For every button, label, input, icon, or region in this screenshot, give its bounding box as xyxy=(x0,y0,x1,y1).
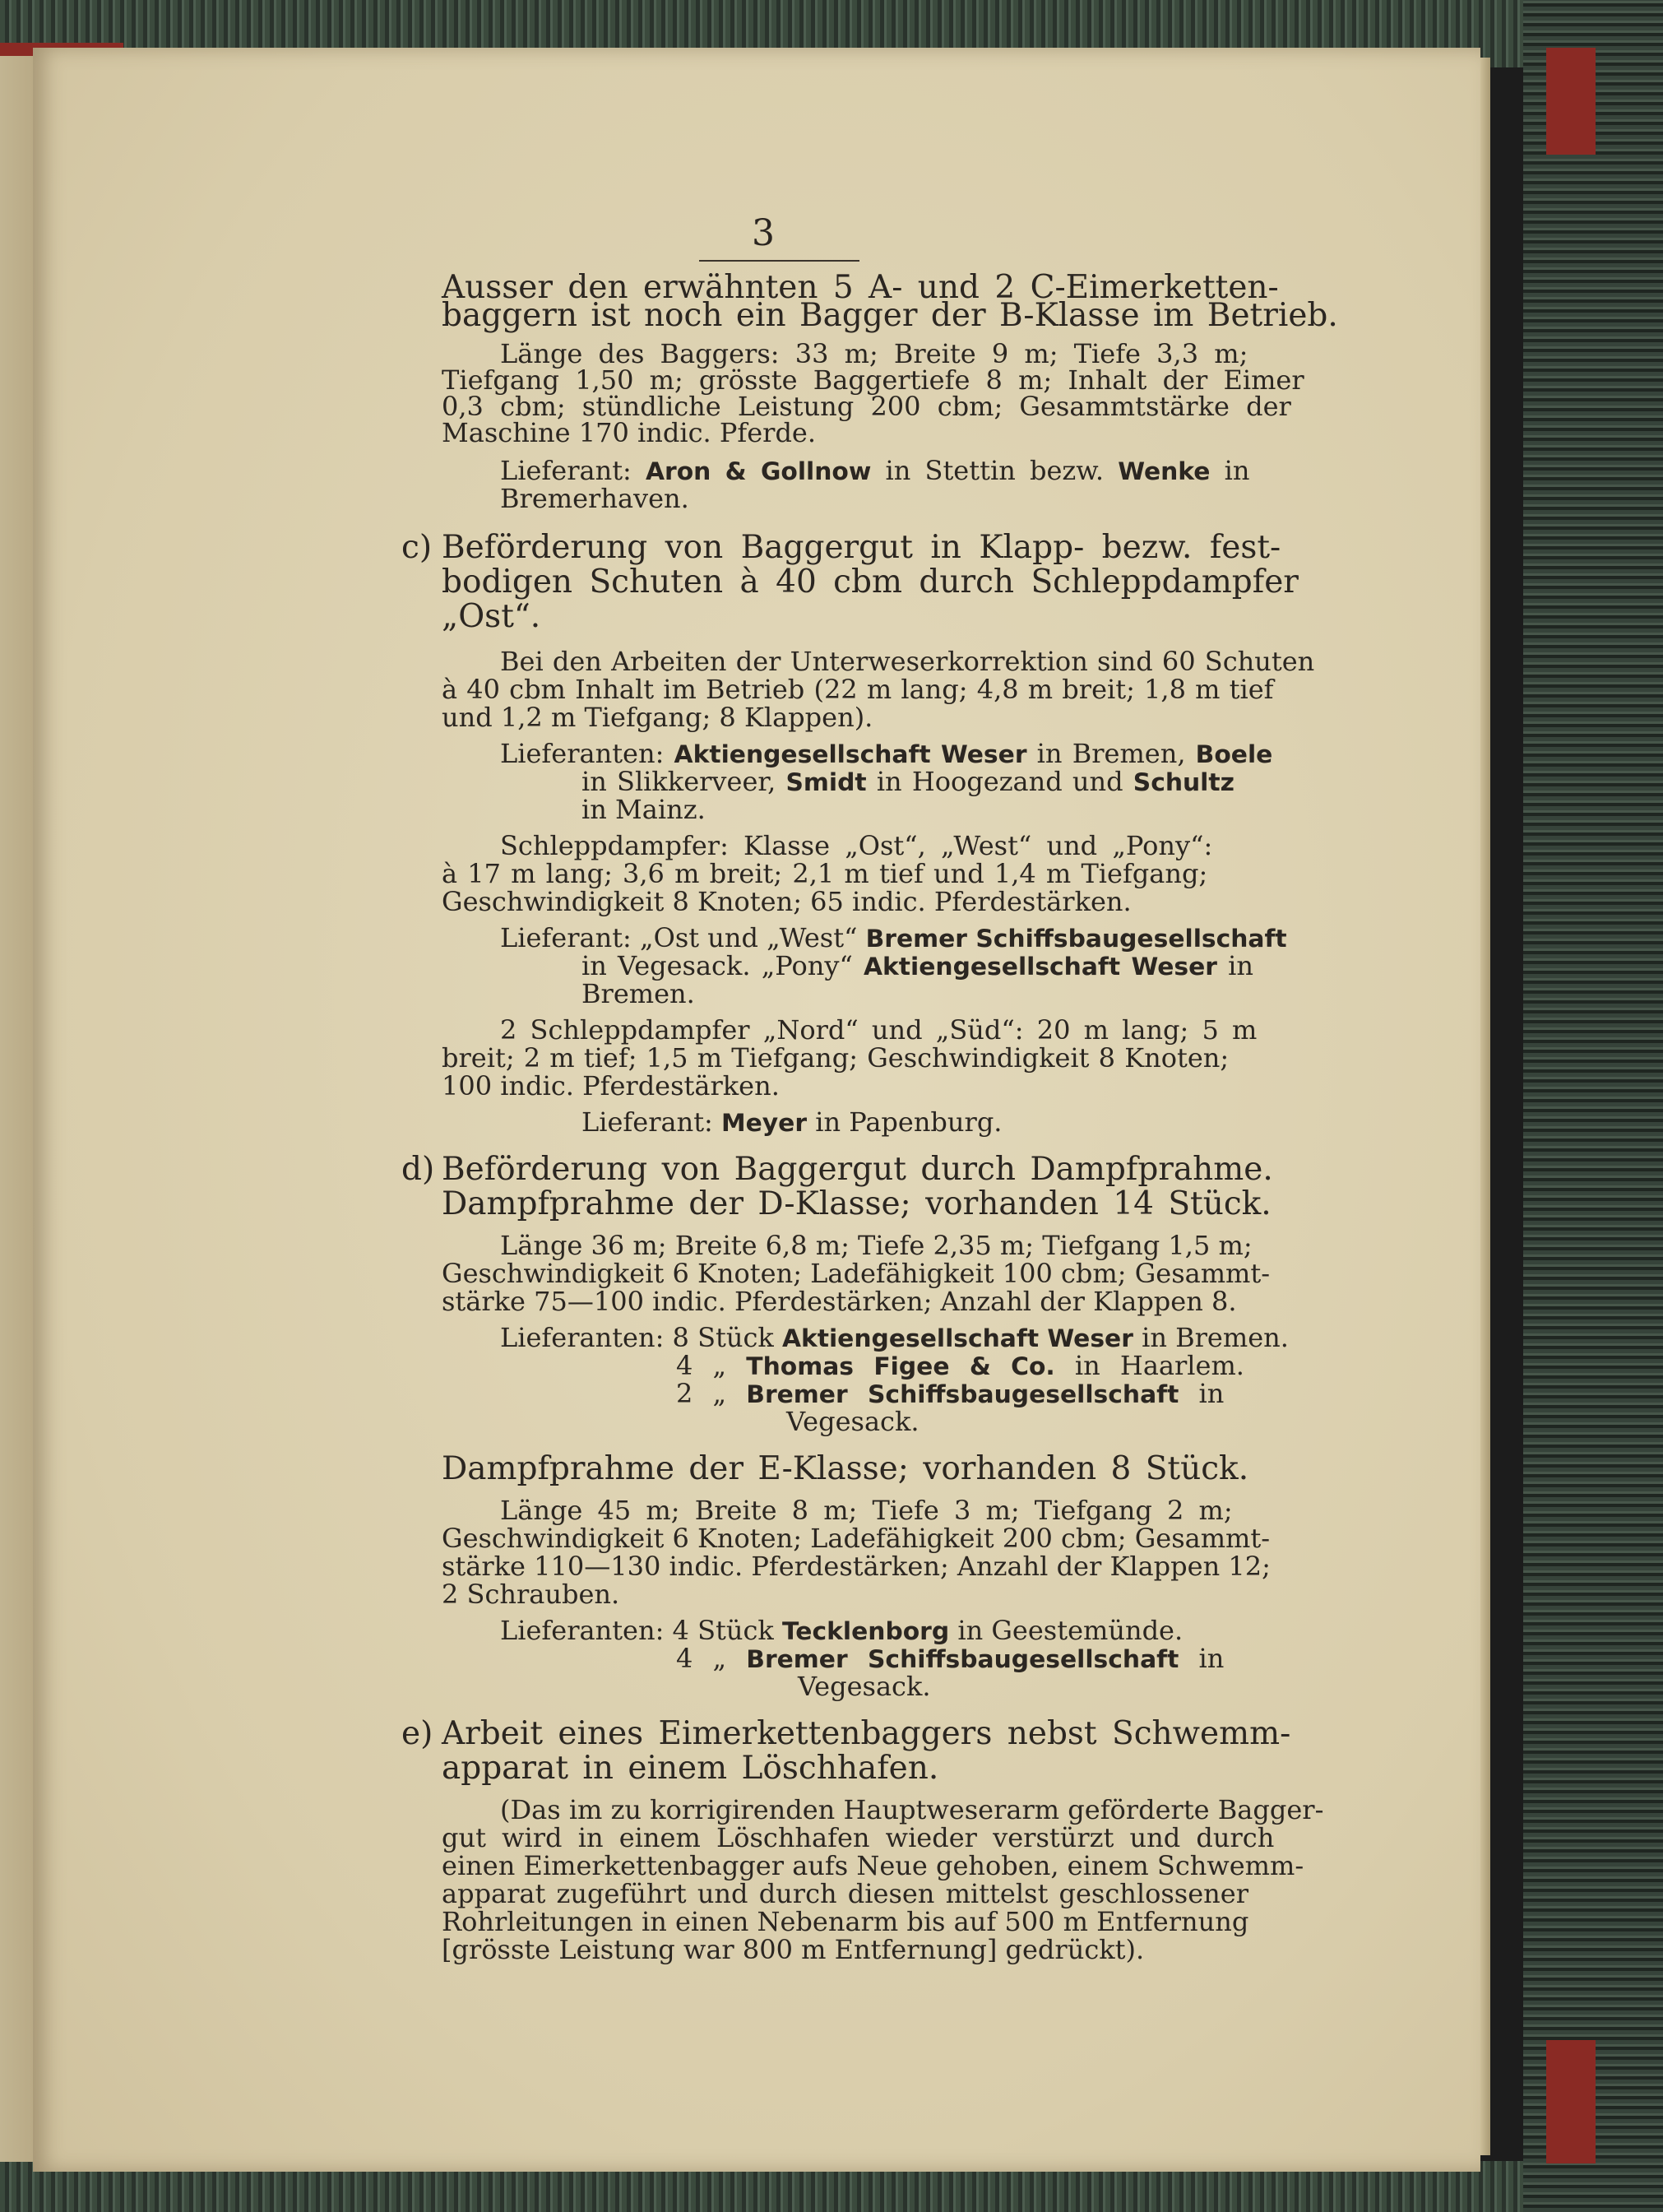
supplier-name: Schultz xyxy=(1133,768,1235,797)
text-line: Länge des Baggers: 33 m; Breite 9 m; Tiefe 3,3 m; xyxy=(500,338,1248,369)
text-line: [grösste Leistung war 800 m Entfernung] gedrückt). xyxy=(442,1934,1145,1965)
text-line: in Slikkerveer, Smidt in Hoogezand und Schultz xyxy=(581,766,1235,797)
supplier-name: Bremer Schiffsbaugesellschaft xyxy=(746,1645,1179,1674)
book-binding-right xyxy=(1523,0,1663,2212)
section-heading: Beförderung von Baggergut durch Dampfprahme. xyxy=(442,1151,1273,1188)
left-page-edge xyxy=(0,56,35,2162)
page-number: 3 xyxy=(752,212,775,254)
section-marker-c: c) xyxy=(401,529,433,566)
text-line: Maschine 170 indic. Pferde. xyxy=(442,417,817,448)
supplier-name: Smidt xyxy=(785,768,867,797)
text-line: einen Eimerkettenbagger aufs Neue gehoben, einem Schwemm- xyxy=(442,1850,1304,1881)
red-corner-bottom-right xyxy=(1546,2040,1596,2163)
text-line: à 40 cbm Inhalt im Betrieb (22 m lang; 4,8 m breit; 1,8 m tief xyxy=(442,674,1274,705)
text-line: Ausser den erwähnten 5 A- und 2 C-Eimerketten- xyxy=(442,269,1279,306)
text-line: Lieferant: „Ost und „West“ Bremer Schiffsbaugesellschaft xyxy=(500,922,1287,953)
text-line: Schleppdampfer: Klasse „Ost“, „West“ und „Pony“: xyxy=(500,830,1213,861)
text-line: Länge 36 m; Breite 6,8 m; Tiefe 2,35 m; Tiefgang 1,5 m; xyxy=(500,1230,1253,1261)
supplier-name: Bremer Schiffsbaugesellschaft xyxy=(746,1380,1179,1409)
text-line: Geschwindigkeit 6 Knoten; Ladefähigkeit 200 cbm; Gesammt- xyxy=(442,1523,1271,1554)
text-line: 2 „ Bremer Schiffsbaugesellschaft in xyxy=(676,1378,1225,1409)
text-line: breit; 2 m tief; 1,5 m Tiefgang; Geschwindigkeit 8 Knoten; xyxy=(442,1042,1230,1074)
text-line: Länge 45 m; Breite 8 m; Tiefe 3 m; Tiefgang 2 m; xyxy=(500,1495,1233,1526)
text-line: Rohrleitungen in einen Nebenarm bis auf 500 m Entfernung xyxy=(442,1906,1249,1937)
text-line: Vegesack. xyxy=(786,1406,920,1437)
supplier-name: Aktiengesellschaft Weser xyxy=(864,953,1217,981)
text-line: 4 „ Bremer Schiffsbaugesellschaft in xyxy=(676,1643,1225,1674)
text-line: Lieferant: Meyer in Papenburg. xyxy=(581,1106,1003,1138)
section-marker-d: d) xyxy=(401,1151,435,1188)
section-heading: bodigen Schuten à 40 cbm durch Schleppdampfer xyxy=(442,563,1299,601)
text-line: 100 indic. Pferdestärken. xyxy=(442,1070,780,1101)
page-edge-right xyxy=(1480,58,1490,2155)
text-line: stärke 75—100 indic. Pferdestärken; Anzahl der Klappen 8. xyxy=(442,1286,1237,1317)
text-line: baggern ist noch ein Bagger der B-Klasse im Betrieb. xyxy=(442,297,1338,334)
text-line: Lieferanten: 8 Stück Aktiengesellschaft Weser in Bremen. xyxy=(500,1322,1289,1353)
text-line: 4 „ Thomas Figee & Co. in Haarlem. xyxy=(676,1350,1244,1381)
text-line: apparat zugeführt und durch diesen mittelst geschlossener xyxy=(442,1878,1248,1909)
supplier-name: Aktiengesellschaft Weser xyxy=(674,740,1027,769)
text-line: 0,3 cbm; stündliche Leistung 200 cbm; Gesammtstärke der xyxy=(442,391,1291,422)
section-heading: apparat in einem Löschhafen. xyxy=(442,1750,939,1787)
supplier-name: Wenke xyxy=(1118,457,1211,486)
section-heading: Arbeit eines Eimerkettenbaggers nebst Schwemm- xyxy=(442,1715,1291,1752)
text-line: Lieferanten: Aktiengesellschaft Weser in Bremen, Boele xyxy=(500,738,1273,769)
text-line: Geschwindigkeit 6 Knoten; Ladefähigkeit 100 cbm; Gesammt- xyxy=(442,1258,1271,1289)
text-line: Bremen. xyxy=(581,978,695,1009)
text-line: à 17 m lang; 3,6 m breit; 2,1 m tief und 1,4 m Tiefgang; xyxy=(442,858,1208,889)
text-line: in Vegesack. „Pony“ Aktiengesellschaft Weser in xyxy=(581,950,1253,981)
text-line: Lieferant: Aron & Gollnow in Stettin bezw. Wenke in xyxy=(500,455,1250,486)
text-line: stärke 110—130 indic. Pferdestärken; Anzahl der Klappen 12; xyxy=(442,1551,1271,1582)
text-line: Vegesack. xyxy=(798,1671,931,1702)
text-line: in Mainz. xyxy=(581,794,706,825)
supplier-name: Meyer xyxy=(721,1109,808,1138)
text-line: Bei den Arbeiten der Unterweserkorrektion sind 60 Schuten xyxy=(500,646,1315,677)
text-line: 2 Schleppdampfer „Nord“ und „Süd“: 20 m lang; 5 m xyxy=(500,1014,1258,1046)
section-heading: Dampfprahme der E-Klasse; vorhanden 8 Stück. xyxy=(442,1450,1249,1487)
text-line: und 1,2 m Tiefgang; 8 Klappen). xyxy=(442,702,873,733)
text-line: (Das im zu korrigirenden Hauptweserarm geförderte Bagger- xyxy=(500,1794,1324,1825)
section-heading: „Ost“. xyxy=(442,598,541,635)
supplier-name: Aron & Gollnow xyxy=(646,457,872,486)
red-corner-top-right xyxy=(1546,48,1596,155)
supplier-name: Boele xyxy=(1195,740,1273,769)
text-line: gut wird in einem Löschhafen wieder verstürzt und durch xyxy=(442,1822,1275,1853)
supplier-name: Aktiengesellschaft Weser xyxy=(781,1324,1133,1353)
text-line: Lieferanten: 4 Stück Tecklenborg in Geestemünde. xyxy=(500,1615,1184,1646)
page xyxy=(33,48,1480,2172)
text-line: Tiefgang 1,50 m; grösste Baggertiefe 8 m; Inhalt der Eimer xyxy=(442,364,1304,396)
section-heading: Beförderung von Baggergut in Klapp- bezw. fest- xyxy=(442,529,1281,566)
page-number-rule xyxy=(699,260,859,262)
text-line: Bremerhaven. xyxy=(500,483,689,514)
supplier-name: Tecklenborg xyxy=(781,1617,950,1646)
section-marker-e: e) xyxy=(401,1715,433,1752)
text-line: 2 Schrauben. xyxy=(442,1579,620,1610)
text-line: Geschwindigkeit 8 Knoten; 65 indic. Pferdestärken. xyxy=(442,886,1132,917)
supplier-name: Bremer Schiffsbaugesellschaft xyxy=(865,925,1287,953)
section-heading: Dampfprahme der D-Klasse; vorhanden 14 Stück. xyxy=(442,1185,1272,1222)
supplier-name: Thomas Figee & Co. xyxy=(746,1352,1055,1381)
